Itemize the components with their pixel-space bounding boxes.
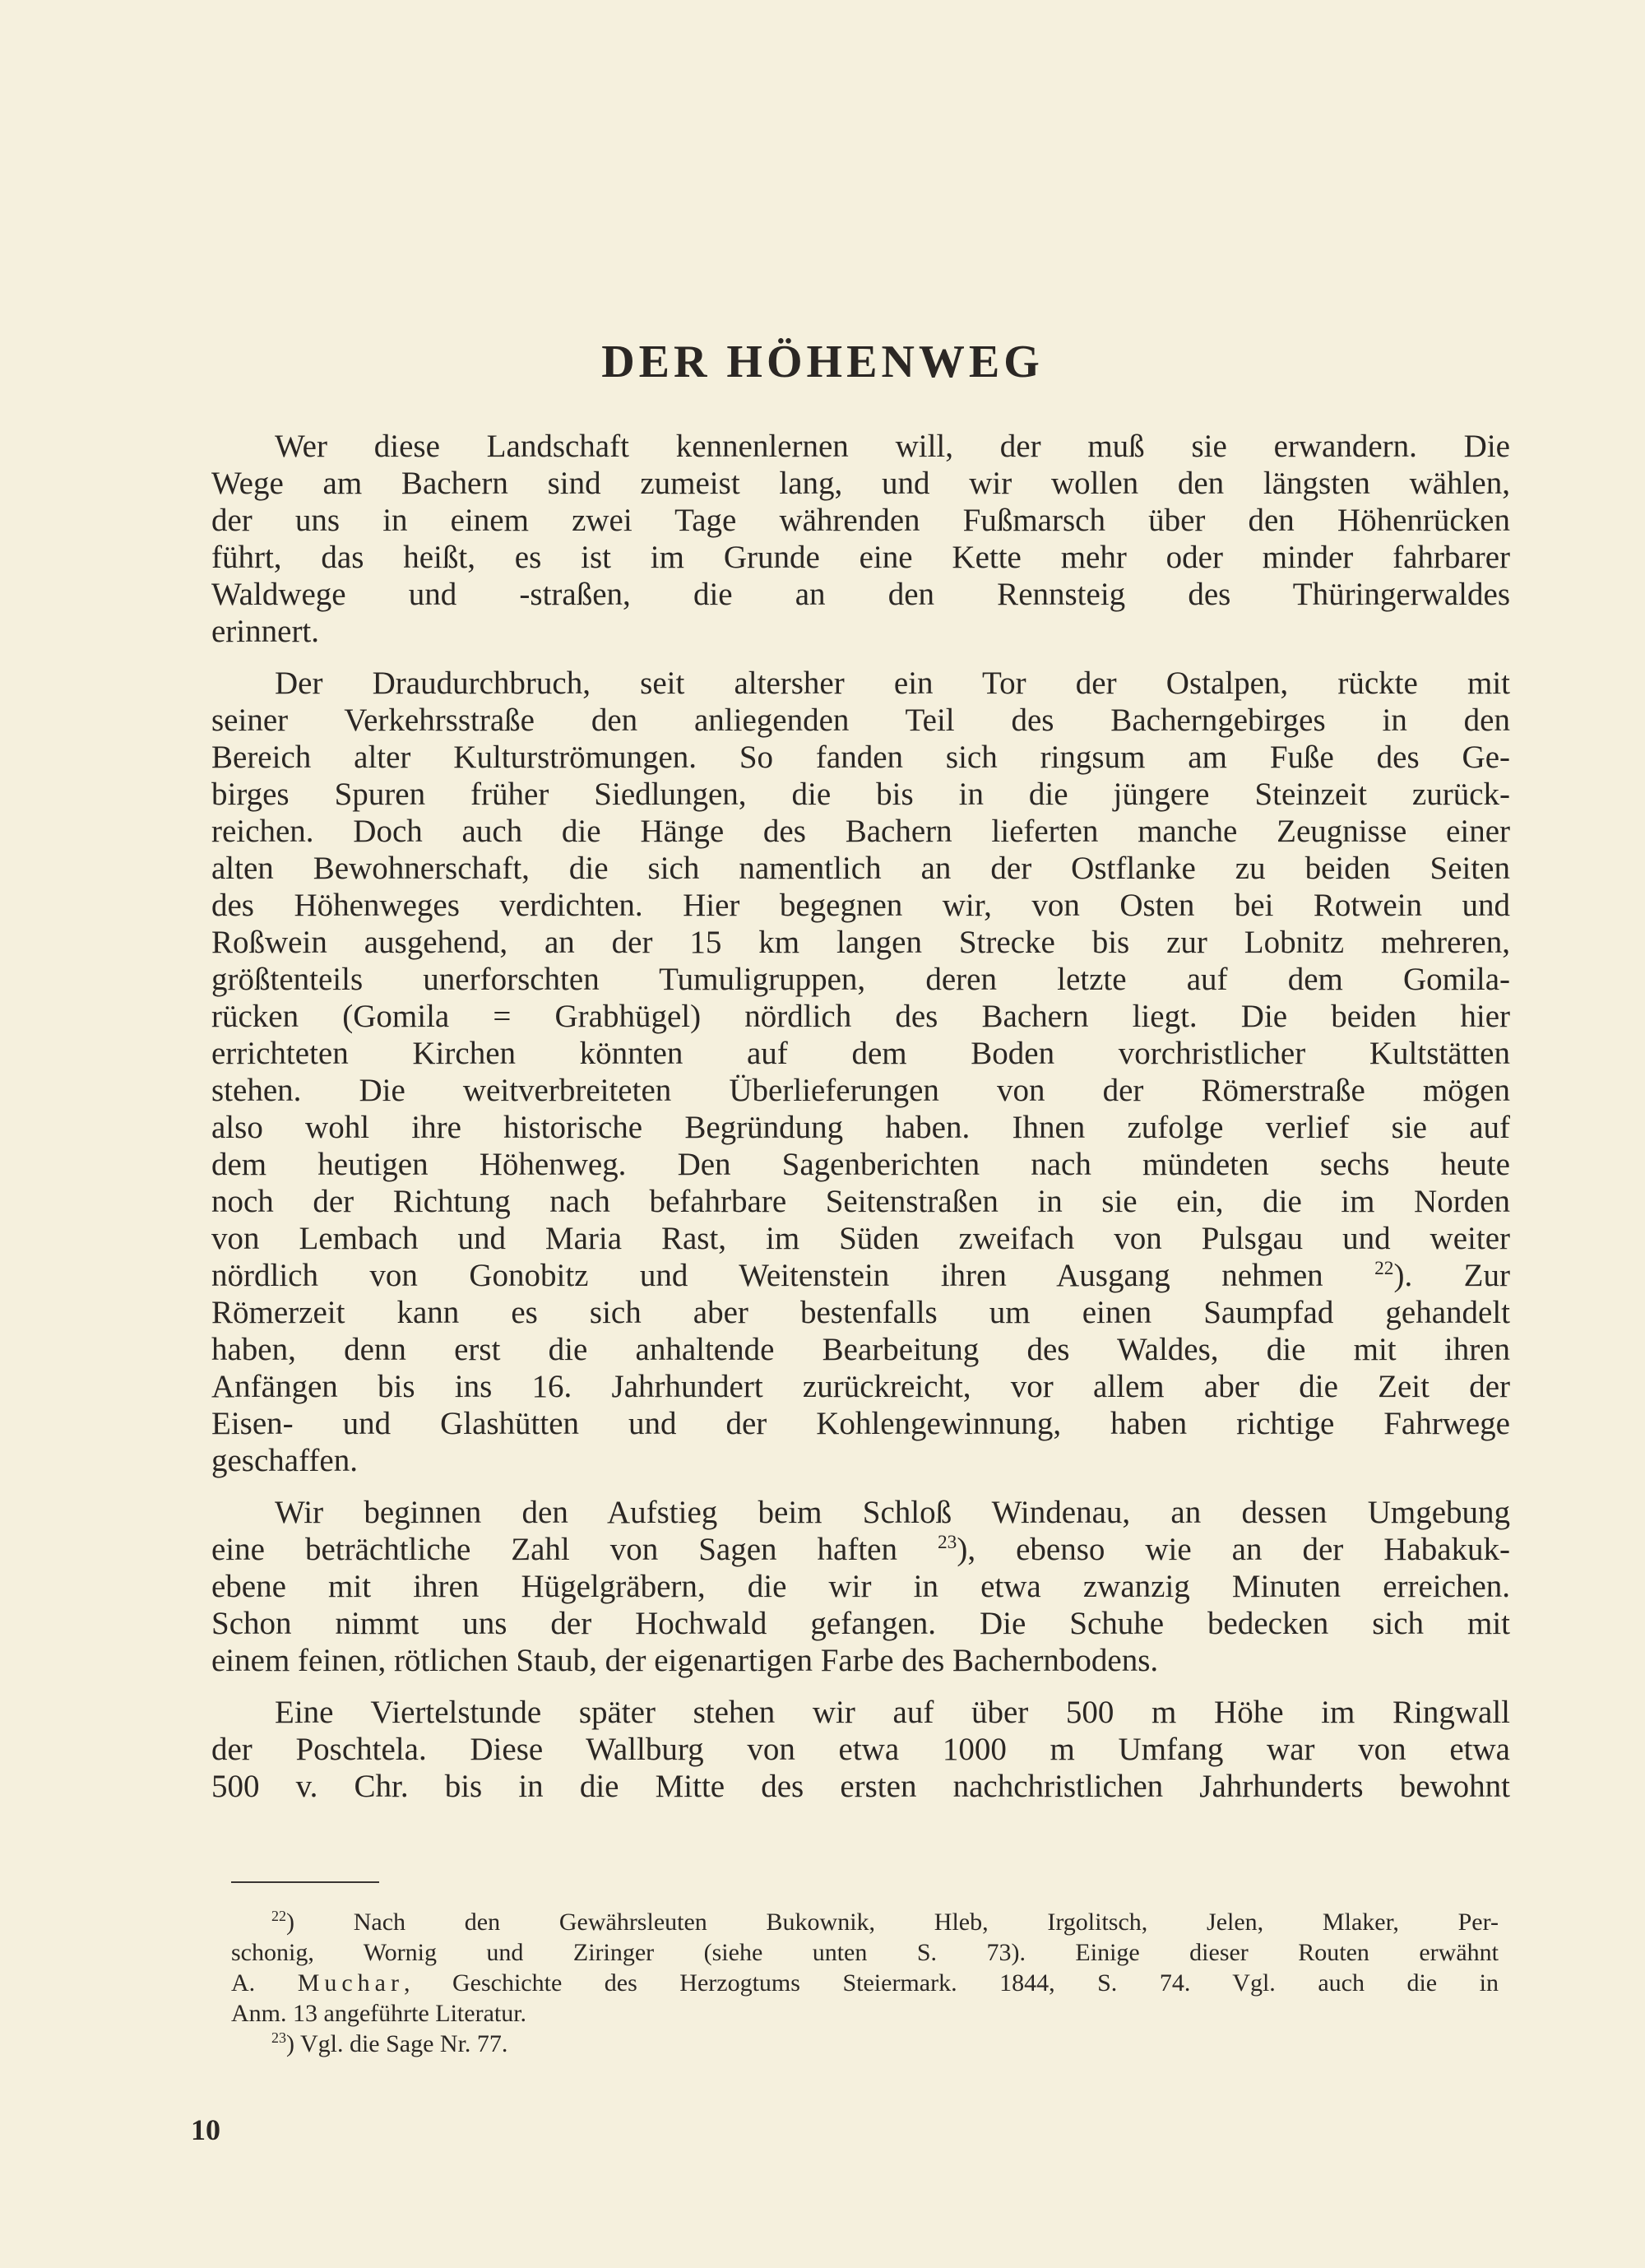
text-line: stehen. Die weitverbreiteten Überlieferungen von der Römerstraße mögen [211, 1073, 1510, 1108]
text-line [211, 1531, 1510, 1568]
text-line: haben, denn erst die anhaltende Bearbeitung des Waldes, die mit ihren [211, 1332, 1510, 1367]
text-line: ebene mit ihren Hügelgräbern, die wir in etwa zwanzig Minuten erreichen. [211, 1569, 1510, 1604]
text-line: Eine Viertelstunde später stehen wir auf über 500 m Höhe im Ringwall [275, 1695, 1510, 1730]
text-line: reichen. Doch auch die Hänge des Bachern lieferten manche Zeugnisse einer [211, 814, 1510, 849]
body-text [211, 428, 1510, 1820]
footnotes [231, 1907, 1499, 2059]
text-line: einem feinen, rötlichen Staub, der eigenartigen Farbe des Bachernbodens. [211, 1643, 1159, 1678]
text-line: Wege am Bachern sind zumeist lang, und wir wollen den längsten wählen, [211, 466, 1510, 501]
author-name: Muchar [297, 1969, 404, 1997]
text-run: A. [231, 1969, 298, 1997]
text-line: Anm. 13 angeführte Literatur. [231, 2000, 527, 2027]
text-run: nördlich von Gonobitz und Weitenstein ihren Ausgang nehmen [211, 1258, 1375, 1293]
text-line: der Poschtela. Diese Wallburg von etwa 1000 m Umfang war von etwa [211, 1732, 1510, 1767]
paragraph [211, 1694, 1510, 1805]
text-line [231, 1907, 1499, 1937]
text-run: ). Zur [1393, 1258, 1510, 1293]
paragraph [211, 428, 1510, 650]
text-line: dem heutigen Höhenweg. Den Sagenberichten nach mündeten sechs heute [211, 1147, 1510, 1182]
footnote-ref: 22 [1374, 1257, 1394, 1279]
text-line: schonig, Wornig und Ziringer (siehe unten S. 73). Einige dieser Routen erwähnt [231, 1939, 1499, 1966]
text-run: , Geschichte des Herzogtums Steiermark. 1844, S. 74. Vgl. auch die in [403, 1969, 1499, 1997]
text-line: Wir beginnen den Aufstieg beim Schloß Windenau, an dessen Umgebung [275, 1495, 1510, 1530]
text-line: Römerzeit kann es sich aber bestenfalls um einen Saumpfad gehandelt [211, 1295, 1510, 1330]
footnote-divider [231, 1881, 379, 1883]
text-line: seiner Verkehrsstraße den anliegenden Teil des Bacherngebirges in den [211, 703, 1510, 738]
footnote-ref: 23 [271, 2029, 286, 2047]
text-line: Anfängen bis ins 16. Jahrhundert zurückreicht, vor allem aber die Zeit der [211, 1369, 1510, 1404]
text-line: Roßwein ausgehend, an der 15 km langen Strecke bis zur Lobnitz mehreren, [211, 925, 1510, 960]
text-line: von Lembach und Maria Rast, im Süden zweifach von Pulsgau und weiter [211, 1221, 1510, 1256]
footnote [231, 2029, 1499, 2059]
text-run: ) Vgl. die Sage Nr. 77. [286, 2030, 508, 2057]
text-line: Der Draudurchbruch, seit altersher ein Tor der Ostalpen, rückte mit [275, 666, 1510, 701]
text-line: noch der Richtung nach befahrbare Seitenstraßen in sie ein, die im Norden [211, 1184, 1510, 1219]
text-line: Eisen- und Glashütten und der Kohlengewinnung, haben richtige Fahrwege [211, 1406, 1510, 1441]
text-line: alten Bewohnerschaft, die sich namentlich an der Ostflanke zu beiden Seiten [211, 851, 1510, 886]
text-line: Wer diese Landschaft kennenlernen will, der muß sie erwandern. Die [275, 429, 1510, 464]
text-run: eine beträchtliche Zahl von Sagen haften [211, 1532, 938, 1567]
footnote-ref: 22 [271, 1908, 286, 1925]
text-line: Schon nimmt uns der Hochwald gefangen. Die Schuhe bedecken sich mit [211, 1606, 1510, 1641]
paragraph [211, 1494, 1510, 1679]
text-line: der uns in einem zwei Tage währenden Fußmarsch über den Höhenrücken [211, 503, 1510, 538]
footnote [231, 1907, 1499, 2029]
text-line: 500 v. Chr. bis in die Mitte des ersten nachchristlichen Jahrhunderts bewohnt [211, 1769, 1510, 1804]
text-line: geschaffen. [211, 1443, 358, 1478]
text-line: errichteten Kirchen könnten auf dem Boden vorchristlicher Kultstätten [211, 1036, 1510, 1071]
text-line [231, 1968, 1499, 1998]
text-line [211, 1257, 1510, 1294]
text-line: birges Spuren früher Siedlungen, die bis in die jüngere Steinzeit zurück- [211, 777, 1510, 812]
text-line: des Höhenweges verdichten. Hier begegnen wir, von Osten bei Rotwein und [211, 888, 1510, 923]
text-line [231, 2029, 1499, 2059]
page-title: DER HÖHENWEG [601, 336, 1044, 387]
footnote-ref: 23 [937, 1531, 957, 1553]
text-line: also wohl ihre historische Begründung haben. Ihnen zufolge verlief sie auf [211, 1110, 1510, 1145]
text-line: rücken (Gomila = Grabhügel) nördlich des Bachern liegt. Die beiden hier [211, 999, 1510, 1034]
text-line: Bereich alter Kulturströmungen. So fanden sich ringsum am Fuße des Ge- [211, 740, 1510, 775]
text-run: ), ebenso wie an der Habakuk- [957, 1532, 1510, 1567]
page-number: 10 [191, 2113, 220, 2146]
text-line: größtenteils unerforschten Tumuligruppen, deren letzte auf dem Gomila- [211, 962, 1510, 997]
text-line: Waldwege und -straßen, die an den Rennsteig des Thüringerwaldes [211, 577, 1510, 612]
text-line: führt, das heißt, es ist im Grunde eine Kette mehr oder minder fahrbarer [211, 540, 1510, 575]
paragraph [211, 665, 1510, 1479]
text-run: ) Nach den Gewährsleuten Bukownik, Hleb, Irgolitsch, Jelen, Mlaker, Per- [286, 1909, 1499, 1936]
text-line: erinnert. [211, 614, 320, 649]
